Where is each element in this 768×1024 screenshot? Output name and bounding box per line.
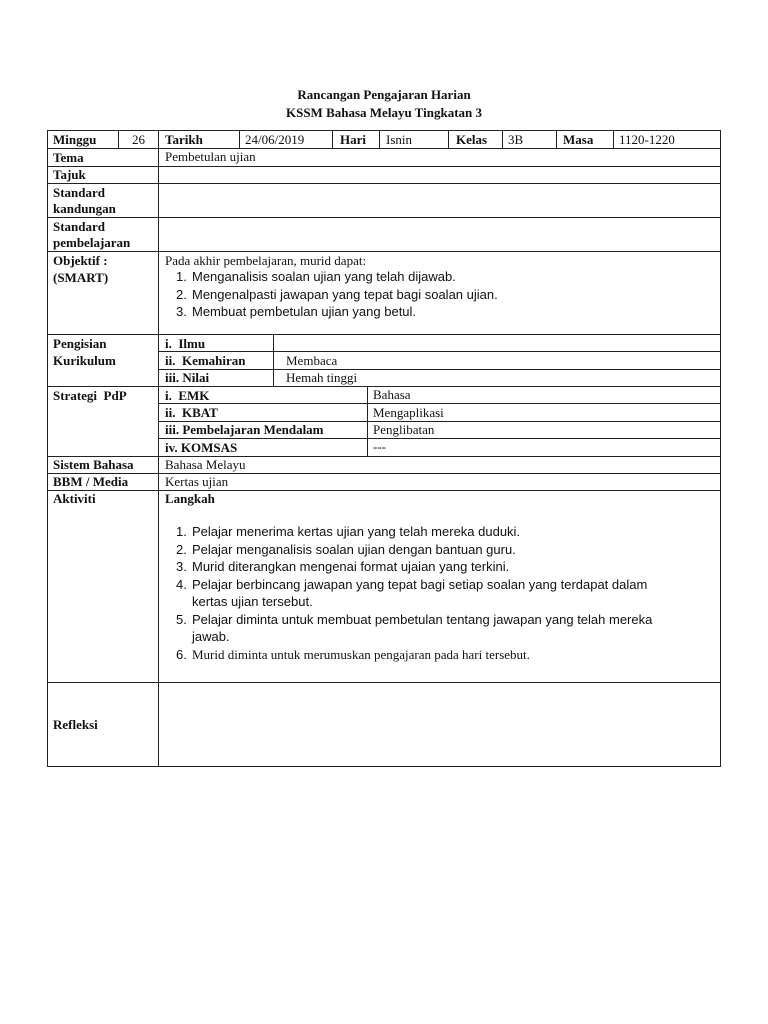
objektif-label-2: (SMART) — [53, 270, 109, 285]
item-number: 2. — [176, 541, 187, 557]
standard-pembelajaran-value-cell — [158, 217, 721, 252]
document-subtitle: KSSM Bahasa Melayu Tingkatan 3 — [285, 105, 482, 120]
objektif-item — [170, 286, 498, 304]
standard-kandungan-value-cell — [158, 183, 721, 218]
item-number: 5. — [176, 611, 187, 627]
kelas-value: 3B — [508, 132, 524, 147]
standard-pembelajaran-label-1: Standard — [53, 219, 106, 234]
aktiviti-item — [170, 558, 652, 576]
pm-value: Penglibatan — [373, 422, 435, 437]
item-number: 2. — [176, 286, 187, 302]
sistem-bahasa-value: Bahasa Melayu — [165, 457, 246, 472]
item-text: Membuat pembetulan ujian yang betul. — [192, 304, 417, 319]
aktiviti-label-cell — [47, 490, 159, 683]
document-title: Rancangan Pengajaran Harian — [297, 87, 471, 102]
item-text-cont: jawab. — [192, 629, 230, 644]
objektif-item — [170, 268, 498, 286]
bbm-label: BBM / Media — [53, 474, 129, 489]
refleksi-value-cell — [158, 682, 721, 767]
item-number: 1. — [176, 524, 187, 539]
item-text-cont: kertas ujian tersebut. — [192, 594, 313, 609]
item-number: 1. — [176, 269, 187, 284]
emk-value-cell — [367, 386, 721, 404]
tarikh-label: Tarikh — [165, 132, 203, 147]
standard-kandungan-label-2: kandungan — [53, 201, 116, 216]
aktiviti-label: Aktiviti — [53, 491, 96, 506]
hari-label: Hari — [340, 132, 366, 147]
tema-label: Tema — [53, 150, 84, 165]
tema-value: Pembetulan ujian — [165, 149, 256, 164]
bbm-value: Kertas ujian — [165, 474, 229, 489]
aktiviti-list — [170, 523, 652, 663]
minggu-value: 26 — [132, 132, 145, 147]
komsas-value: --- — [373, 439, 386, 454]
kbat-label: ii. KBAT — [165, 405, 218, 420]
standard-pembelajaran-label-2: pembelajaran — [53, 235, 131, 250]
tajuk-value-cell — [158, 166, 721, 184]
aktiviti-item — [170, 523, 652, 541]
langkah-heading: Langkah — [165, 491, 215, 506]
item-text: Pelajar menganalisis soalan ujian dengan bantuan guru. — [192, 541, 516, 557]
item-text: Pelajar berbincang jawapan yang tepat bagi setiap soalan yang terdapat dalam — [192, 576, 648, 592]
aktiviti-item — [170, 611, 652, 646]
hari-value: Isnin — [386, 132, 412, 147]
ilmu-value-cell — [273, 334, 721, 352]
nilai-label: iii. Nilai — [165, 370, 210, 385]
objektif-intro: Pada akhir pembelajaran, murid dapat: — [165, 253, 367, 268]
refleksi-label: Refleksi — [53, 717, 98, 732]
aktiviti-item — [170, 646, 652, 664]
item-number: 3. — [176, 304, 187, 319]
objektif-label-1: Objektif : — [53, 253, 108, 268]
item-number: 3. — [176, 559, 187, 574]
emk-value: Bahasa — [373, 387, 411, 402]
sistem-bahasa-label: Sistem Bahasa — [53, 457, 134, 472]
pengisian-label-1: Pengisian — [53, 336, 107, 351]
strategi-label: Strategi PdP — [53, 388, 127, 403]
kelas-label: Kelas — [456, 132, 488, 147]
item-text: Murid diterangkan mengenai format ujaian yang terkini. — [192, 559, 510, 574]
kemahiran-value-cell — [273, 351, 721, 370]
aktiviti-item — [170, 541, 652, 559]
masa-value: 1120-1220 — [619, 132, 675, 147]
bbm-value-cell — [158, 473, 721, 491]
objektif-item — [170, 303, 498, 321]
item-text: Murid diminta untuk merumuskan pengajaran pada hari tersebut. — [192, 646, 530, 662]
item-text: Menganalisis soalan ujian yang telah dijawab. — [192, 269, 456, 284]
item-text: Pelajar diminta untuk membuat pembetulan tentang jawapan yang telah mereka — [192, 611, 653, 627]
standard-kandungan-label-1: Standard — [53, 185, 106, 200]
kbat-value: Mengaplikasi — [373, 405, 444, 420]
masa-label: Masa — [563, 132, 594, 147]
tarikh-value: 24/06/2019 — [245, 132, 305, 147]
emk-label: i. EMK — [165, 388, 210, 403]
nilai-value: Hemah tinggi — [286, 370, 358, 385]
tajuk-label: Tajuk — [53, 167, 86, 182]
pengisian-label-2: Kurikulum — [53, 353, 116, 368]
aktiviti-item — [170, 576, 652, 611]
item-text: Pelajar menerima kertas ujian yang telah mereka duduki. — [192, 524, 521, 539]
objektif-list — [170, 268, 498, 321]
item-number: 6. — [176, 646, 187, 662]
ilmu-label: i. Ilmu — [165, 336, 206, 351]
pm-label: iii. Pembelajaran Mendalam — [165, 422, 324, 437]
item-number: 4. — [176, 576, 187, 592]
komsas-value-cell — [367, 438, 721, 457]
kemahiran-value: Membaca — [286, 353, 338, 368]
item-text: Mengenalpasti jawapan yang tepat bagi soalan ujian. — [192, 286, 498, 302]
kemahiran-label: ii. Kemahiran — [165, 353, 246, 368]
minggu-label: Minggu — [53, 132, 97, 147]
komsas-label: iv. KOMSAS — [165, 440, 238, 455]
